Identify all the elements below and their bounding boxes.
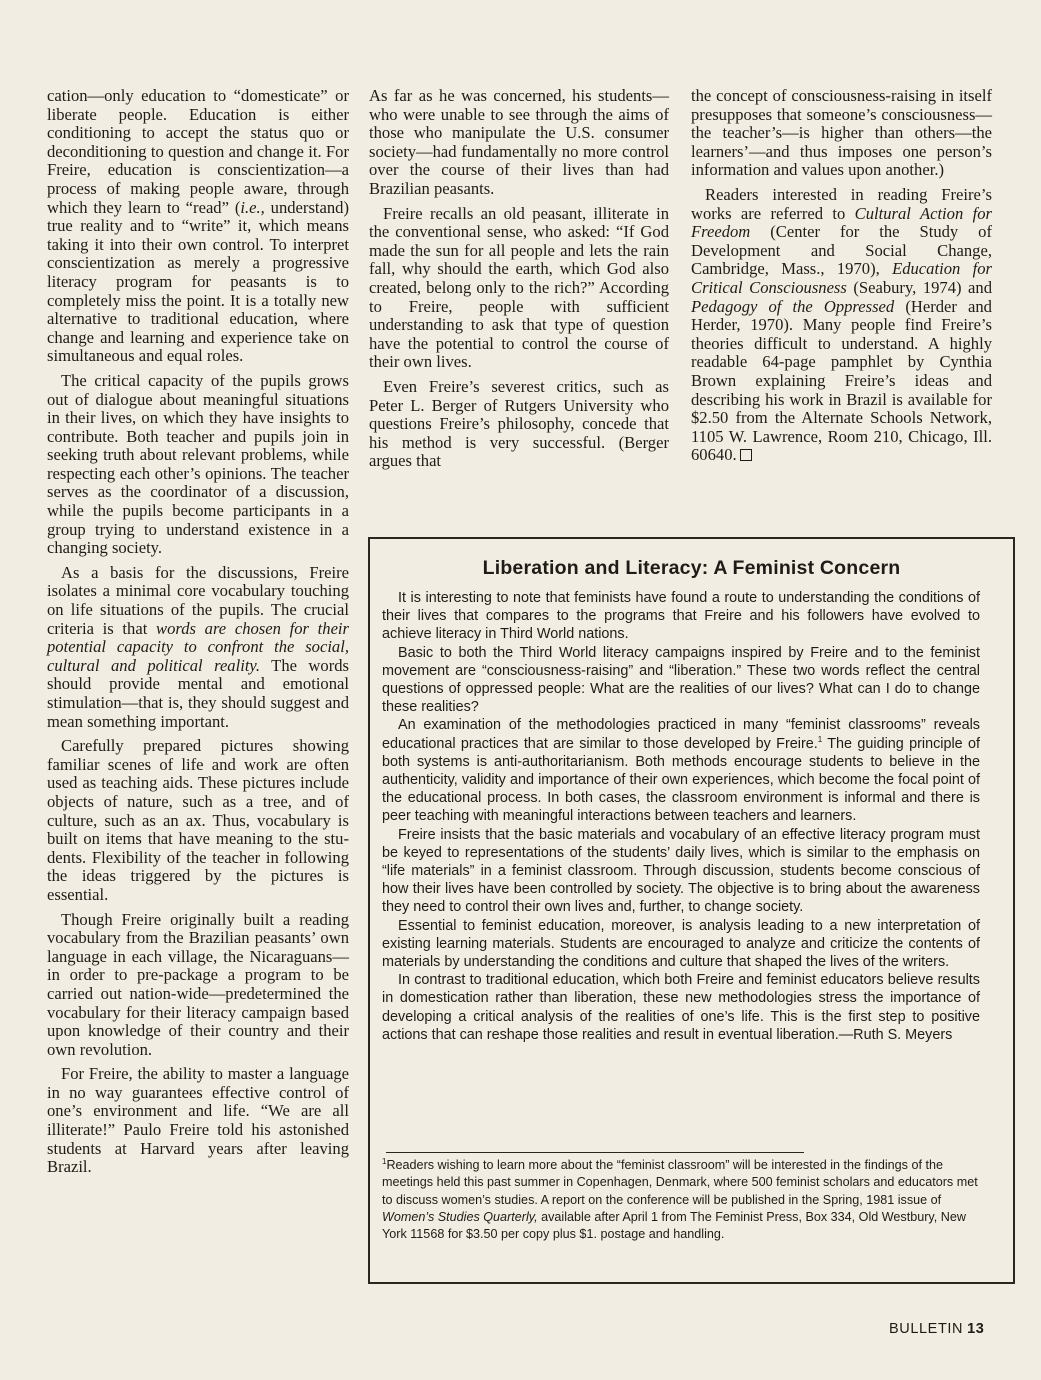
col2-paragraph: As far as he was concerned, his students—who were unable to see through the aims of those who manipulate the U.S. consumer society—had fundamentally no more control over the course of their lives than had Brazilian peasants. <box>369 86 669 198</box>
col2-paragraph: Even Freire’s severest critics, such as Peter L. Berger of Rutgers University who questions Freire’s philosophy, concede that his method is very successful. (Berger argues that <box>369 376 669 471</box>
page-footer <box>889 1321 984 1337</box>
article-column-2 <box>369 87 669 471</box>
col3-paragraph: the concept of consciousness-raising in itself presupposes that someone’s consciousness—the teacher’s—is higher than others—the learners’—and thus imposes one person’s information and values upon another.) <box>691 86 992 180</box>
col1-paragraph: As a basis for the discussions, Freire isolates a minimal core vocabulary touching on life situations of the pupils. The crucial criteria is that words are chosen for their potential capacity to confront the social, cultural and political reality. The words should provide mental and emotional stimulation—that is, they should suggest and mean something important. <box>47 562 350 731</box>
publication-name: BULLETIN <box>889 1321 964 1337</box>
col1-paragraph: The critical capacity of the pupils grows out of dialogue about meaningful situations in their lives, on which they have insights to contribute. Both teacher and pupils join in seeking truth about relevant problems, while respecting each other’s opinions. The teacher serves as the coordinator of a discussion, while the pupils become participants in a group trying to understand existence in a changing society. <box>47 370 349 558</box>
article-column-1 <box>47 87 349 1177</box>
box-body-paragraph: An examination of the methodologies practiced in many “feminist classrooms” reveals educational practices that are similar to those developed by Freire.$^1$ The guiding principle of both systems is anti-authoritarianism. Both methods encourage students to believe in the authenticity, validity and importance of their own experiences, which become the focal point of the educational process. In both cases, the classroom environment is informal and there is peer teaching with meaningful interactions between teachers and learners. <box>382 717 980 825</box>
box-body-paragraph: Basic to both the Third World literacy campaigns inspired by Freire and to the feminist movement are “consciousness-raising” and “liberation.” These two words reflect the central questions of oppressed people: What are the realities of our lives? What can I do to change these realities? <box>382 644 980 716</box>
page-number: 13 <box>967 1321 985 1337</box>
sidebar-footnote: $^1$Readers wishing to learn more about the “feminist classroom” will be interested in the findings of the meetings held this past summer in Copenhagen, Denmark, where 500 feminist scholars and educators met to discuss women’s studies. A report on the conference will be published in the Spring, 1981 issue of Women’s Studies Quarterly, available after April 1 from The Feminist Press, Box 334, Old Westbury, New York 11568 for $3.50 per copy plus $1. postage and handling. <box>382 1156 978 1242</box>
end-mark-icon <box>740 449 752 461</box>
col1-paragraph: Carefully prepared pictures showing familiar scenes of life and work are often used as teaching aids. These pictures include objects of nature, such as a tree, and of culture, such as an ax. Thus, vocabulary is built on items that have meaning to the students. Flexibility of the teacher in following the ideas triggered by the pictures is essential. <box>47 736 349 904</box>
box-body-paragraph: Essential to feminist education, moreover, is analysis leading to a new interpretation of existing learning materials. Students are encouraged to analyze and criticize the contents of materials by understanding the conditions and culture that shaped the lives of the writers. <box>382 917 980 971</box>
sidebar-body <box>382 589 980 1044</box>
box-body-paragraph: It is interesting to note that feminists have found a route to understanding the conditions of their lives that compares to the programs that Freire and his followers have evolved to achieve literacy in Third World nations. <box>382 590 980 643</box>
col3-paragraph: Readers interested in reading Freire’s works are referred to Cultural Action for Freedom (Center for the Study of Development and Social Change, Cambridge, Mass., 1970), Education for Critical Consciousness (Seabury, 1974) and Pedagogy of the Oppressed (Herder and Herder, 1970). Many people find Freire’s theories difficult to understand. A highly readable 64-page pamphlet by Cynthia Brown explaining Freire’s ideas and describing his work in Brazil is available for $2.50 from the Alternate Schools Network, 1105 W. Lawrence, Room 210, Chicago, Ill. 60640. <box>691 184 992 465</box>
footnote-divider <box>386 1152 804 1153</box>
sidebar-title: Liberation and Literacy: A Feminist Concern <box>482 557 901 579</box>
sidebar-box <box>368 537 1015 1284</box>
col1-paragraph: For Freire, the ability to master a language in no way guarantees effective control of one’s environment and life. “We are all illiterate!” Paulo Freire told his astonished students at Harvard years after leaving Brazil. <box>47 1064 349 1177</box>
col1-paragraph: Though Freire originally built a reading vocabulary from the Brazilian peasants’ own language in each village, the Nicaraguans—in order to pre-package a program to be carried out nation-wide—predetermined the vocabulary for their literacy campaign based upon knowledge of their country and their own revolution. <box>47 909 349 1059</box>
col1-paragraph: cation—only education to “domesticate” or liberate people. Education is either conditioning to accept the status quo or deconditioning to question and change it. For Freire, education is conscientization—a process of making people aware, through which they learn to “read” (i.e., understand) true reality and to “write” it, which means taking it into their own control. To interpret conscientization as merely a progressive literacy program for peasants is to completely miss the point. It is a totally new alternative to traditional education, where change and learning and experience take on simultaneous and equal roles. <box>47 86 350 366</box>
col2-paragraph: Freire recalls an old peasant, illiterate in the conventional sense, who asked: “If God made the sun for all people and lets the rain fall, why should the earth, which God also created, belong only to the rich?” According to Freire, people with sufficient understanding to ask that type of question have the potential to control the course of their own lives. <box>369 203 669 372</box>
box-body-paragraph: In contrast to traditional education, which both Freire and feminist educators believe results in domestication rather than liberation, these new methodologies stress the importance of developing a critical analysis of the realities of one’s life. This is the first step to positive actions that can reshape those realities and result in eventual liberation.—Ruth S. Meyers <box>382 972 980 1043</box>
box-body-paragraph: Freire insists that the basic materials and vocabulary of an effective literacy program must be keyed to representations of the students’ daily lives, which is similar to the emphasis on “life materials” in a feminist classroom. Through discussion, students become conscious of how their lives have been controlled by society. The objective is to bring about the awareness they need to control their own lives and, further, to change society. <box>382 826 980 916</box>
article-column-3 <box>691 87 992 465</box>
